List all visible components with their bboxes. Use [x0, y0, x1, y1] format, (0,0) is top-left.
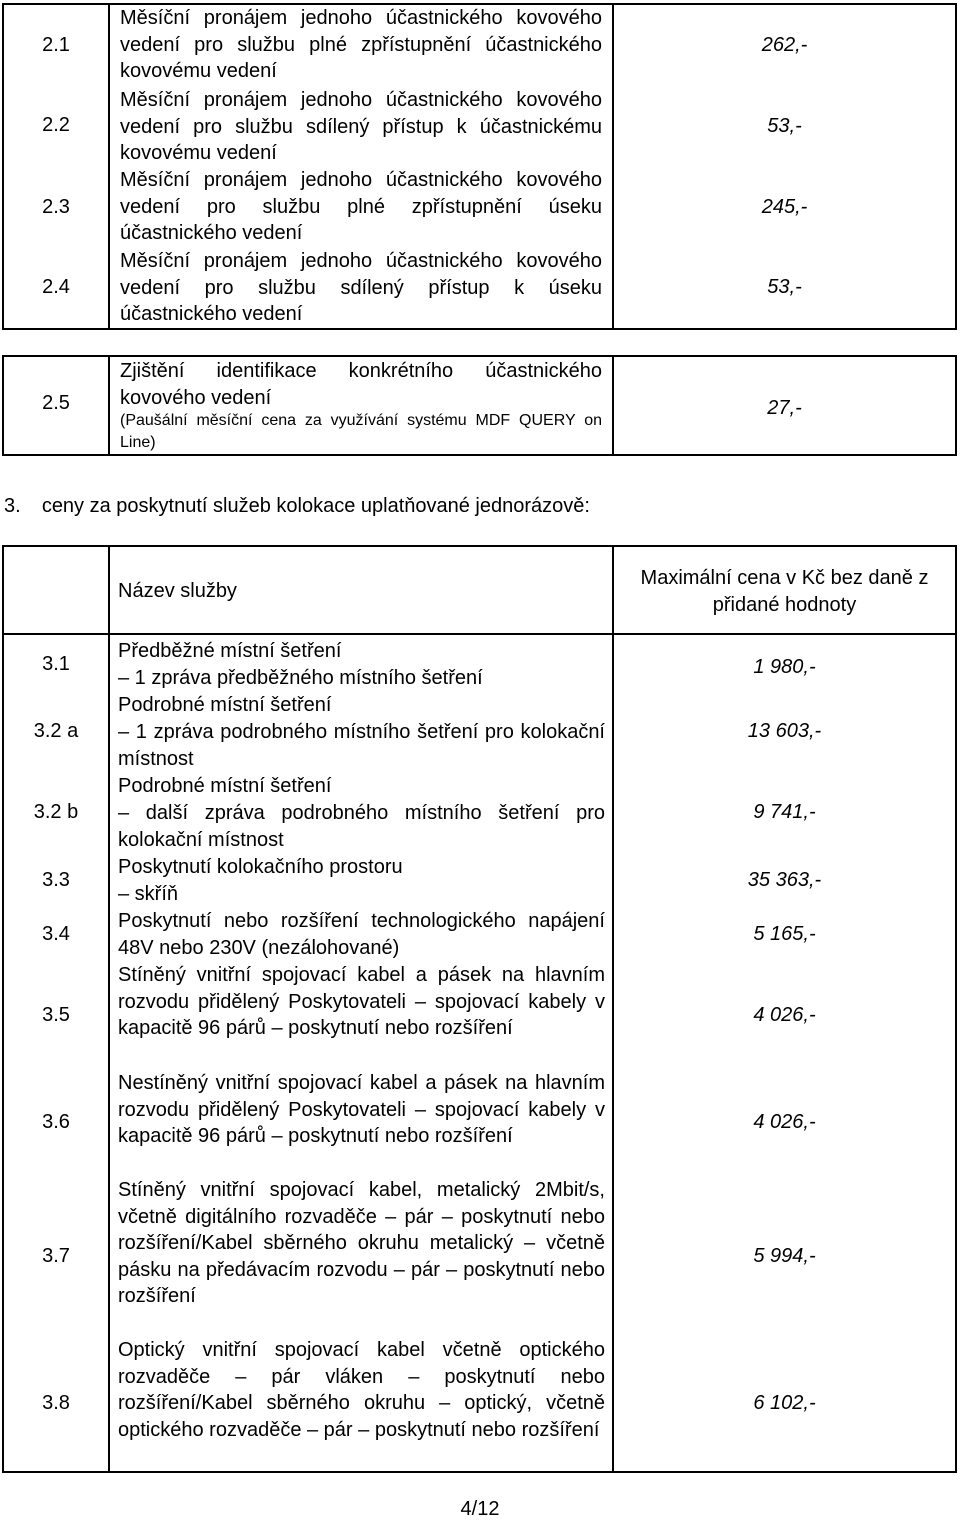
row-number: 3.1	[42, 653, 70, 675]
row-price: 4 026,-	[753, 1004, 816, 1026]
row-price: 245,-	[761, 196, 808, 218]
row-number: 3.5	[42, 1004, 70, 1026]
row-number: 3.7	[42, 1245, 70, 1267]
row-number: 3.2 a	[33, 720, 79, 742]
row-number: 2.2	[42, 114, 70, 136]
row-number: 2.1	[42, 34, 70, 56]
row-price: 5 165,-	[753, 923, 816, 945]
row-description: – 1 zpráva předběžného místního šetření	[118, 667, 483, 689]
row-title: Poskytnutí kolokačního prostoru	[118, 856, 403, 878]
row-description: Měsíční pronájem jednoho účastnického kovového vedení pro službu plné zpřístupnění úseku účastnického vedení	[120, 169, 602, 244]
row-price: 6 102,-	[753, 1392, 816, 1414]
row-description: Měsíční pronájem jednoho účastnického kovového vedení pro službu sdílený přístup k účastnickému kovovému vedení	[120, 89, 602, 164]
row-description: – skříň	[118, 883, 179, 905]
row-price: 262,-	[761, 34, 808, 56]
row-description: Stíněný vnitřní spojovací kabel, metalický 2Mbit/s, včetně digitálního rozvaděče – pár – poskytnutí nebo rozšíření/Kabel sběrného okruhu metalický – včetně pásku na předávacím rozvodu – pár – poskytnutí nebo rozšíření	[118, 1179, 605, 1307]
column-header-service: Název služby	[118, 580, 237, 602]
row-price: 53,-	[767, 115, 802, 137]
page-number: 4/12	[460, 1498, 500, 1520]
row-title: Podrobné místní šetření	[118, 775, 332, 797]
row-description: Měsíční pronájem jednoho účastnického kovového vedení pro službu plné zpřístupnění účastnického kovovému vedení	[120, 7, 602, 82]
row-number: 3.8	[42, 1392, 70, 1414]
row-description: – další zpráva podrobného místního šetření pro kolokační místnost	[118, 802, 605, 851]
row-number: 2.3	[42, 196, 70, 218]
section-heading	[4, 495, 590, 518]
row-description: – 1 zpráva podrobného místního šetření pro kolokační místnost	[118, 721, 605, 770]
row-number: 3.3	[42, 869, 70, 891]
row-title: Podrobné místní šetření	[118, 694, 332, 716]
row-number: 3.4	[42, 923, 70, 945]
row-note: (Paušální měsíční cena za využívání systému MDF QUERY on Line)	[120, 412, 602, 451]
row-description: Nestíněný vnitřní spojovací kabel a pásek na hlavním rozvodu přidělený Poskytovateli – spojovací kabely v kapacitě 96 párů – poskytnutí nebo rozšíření	[118, 1072, 605, 1147]
column-header-price: Maximální cena v Kč bez daně z přidané hodnoty	[640, 567, 929, 616]
row-price: 27,-	[767, 397, 802, 419]
row-title: Předběžné místní šetření	[118, 640, 342, 662]
row-description: Měsíční pronájem jednoho účastnického kovového vedení pro službu sdílený přístup k úseku účastnického vedení	[120, 250, 602, 325]
row-price: 4 026,-	[753, 1111, 816, 1133]
row-price: 9 741,-	[753, 801, 816, 823]
row-number: 2.5	[42, 392, 70, 414]
row-price: 5 994,-	[753, 1245, 816, 1267]
row-price: 53,-	[767, 276, 802, 298]
section-number: 3.	[4, 495, 21, 517]
row-description: Zjištění identifikace konkrétního účastnického kovového vedení	[120, 360, 602, 409]
row-number: 3.6	[42, 1111, 70, 1133]
row-price: 35 363,-	[747, 869, 822, 891]
row-description: Stíněný vnitřní spojovací kabel a pásek na hlavním rozvodu přidělený Poskytovateli – spojovací kabely v kapacitě 96 párů – poskytnutí nebo rozšíření	[118, 964, 605, 1039]
row-number: 3.2 b	[33, 801, 79, 823]
row-description: Poskytnutí nebo rozšíření technologického napájení 48V nebo 230V (nezálohované)	[118, 910, 605, 959]
row-price: 1 980,-	[753, 656, 816, 678]
row-description: Optický vnitřní spojovací kabel včetně optického rozvaděče – pár vláken – poskytnutí nebo rozšíření/Kabel sběrného okruhu – optický, včetně optického rozvaděče – pár – poskytnutí nebo rozšíření	[118, 1339, 605, 1441]
section-title: ceny za poskytnutí služeb kolokace uplatňované jednorázově:	[41, 495, 590, 517]
row-price: 13 603,-	[747, 720, 822, 742]
row-number: 2.4	[42, 276, 70, 298]
